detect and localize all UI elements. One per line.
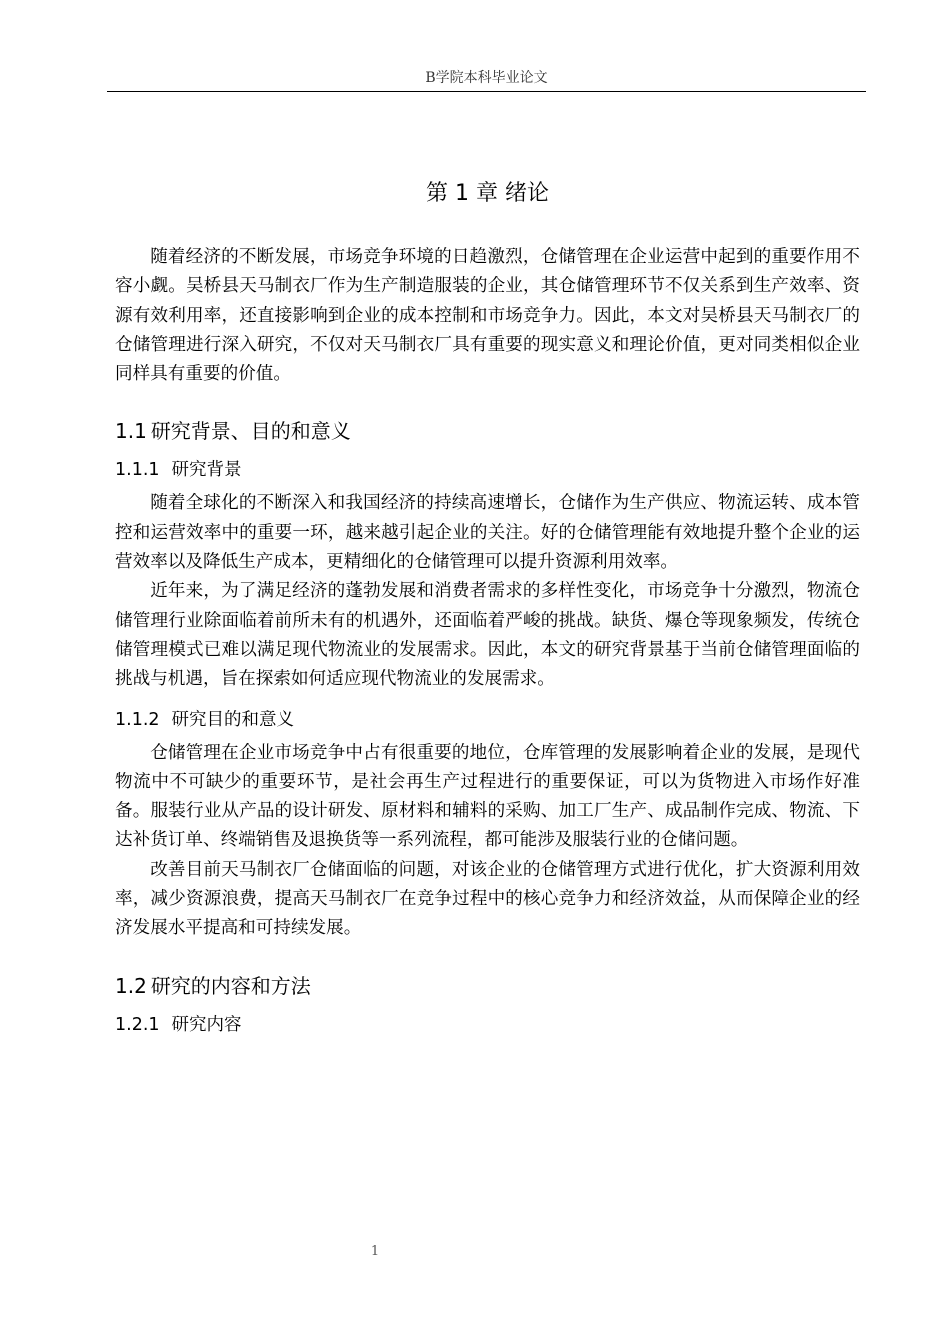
page-number: 1 xyxy=(370,1244,380,1259)
subsection-heading-1-2-1 xyxy=(115,1012,860,1038)
header-title: B学院本科毕业论文 xyxy=(425,70,548,86)
section-heading-1-2 xyxy=(115,972,860,1000)
body-paragraph: 仓储管理在企业市场竞争中占有很重要的地位，仓库管理的发展影响着企业的发展，是现代物流中不可缺少的重要环节，是社会再生产过程进行的重要保证，可以为货物进入市场作好准备。服装行业从产品的设计研发、原材料和辅料的采购、加工厂生产、成品制作完成、物流、下达补货订单、终端销售及退换货等一系列流程，都可能涉及服装行业的仓储问题。 xyxy=(115,742,860,851)
subsection-title: 研究背景 xyxy=(171,460,242,481)
section-number: 1.1 xyxy=(115,419,147,444)
subsection-number: 1.2.1 xyxy=(115,1014,160,1035)
section-heading-1-1 xyxy=(115,417,860,445)
subsection-heading-1-1-2 xyxy=(115,707,860,733)
section-number: 1.2 xyxy=(115,973,147,998)
subsection-title: 研究内容 xyxy=(171,1014,242,1035)
body-paragraph: 近年来，为了满足经济的蓬勃发展和消费者需求的多样性变化，市场竞争十分激烈，物流仓储管理行业除面临着前所未有的机遇外，还面临着严峻的挑战。缺货、爆仓等现象频发，传统仓储管理模式已难以满足现代物流业的发展需求。因此，本文的研究背景基于当前仓储管理面临的挑战与机遇，旨在探索如何适应现代物流业的发展需求。 xyxy=(115,581,860,690)
subsection-number: 1.1.2 xyxy=(115,709,160,730)
intro-paragraph: 随着经济的不断发展，市场竞争环境的日趋激烈，仓储管理在企业运营中起到的重要作用不容小觑。吴桥县天马制衣厂作为生产制造服装的企业，其仓储管理环节不仅关系到生产效率、资源有效利用率，还直接影响到企业的成本控制和市场竞争力。因此，本文对吴桥县天马制衣厂的仓储管理进行深入研究，不仅对天马制衣厂具有重要的现实意义和理论价值，更对同类相似企业同样具有重要的价值。 xyxy=(115,247,860,385)
subsection-title: 研究目的和意义 xyxy=(171,709,295,730)
subsection-number: 1.1.1 xyxy=(115,460,160,481)
chapter-title: 第 1 章 绪论 xyxy=(426,181,549,206)
subsection-heading-1-1-1 xyxy=(115,457,860,483)
body-paragraph: 改善目前天马制衣厂仓储面临的问题，对该企业的仓储管理方式进行优化，扩大资源利用效率，减少资源浪费，提高天马制衣厂在竞争过程中的核心竞争力和经济效益，从而保障企业的经济发展水平提高和可持续发展。 xyxy=(115,859,860,939)
page-header xyxy=(107,70,866,92)
body-paragraph: 随着全球化的不断深入和我国经济的持续高速增长，仓储作为生产供应、物流运转、成本管控和运营效率中的重要一环，越来越引起企业的关注。好的仓储管理能有效地提升整个企业的运营效率以及降低生产成本，更精细化的仓储管理可以提升资源利用效率。 xyxy=(115,493,860,573)
section-title: 研究背景、目的和意义 xyxy=(150,419,351,444)
section-title: 研究的内容和方法 xyxy=(150,973,311,998)
document-body xyxy=(115,176,860,1044)
